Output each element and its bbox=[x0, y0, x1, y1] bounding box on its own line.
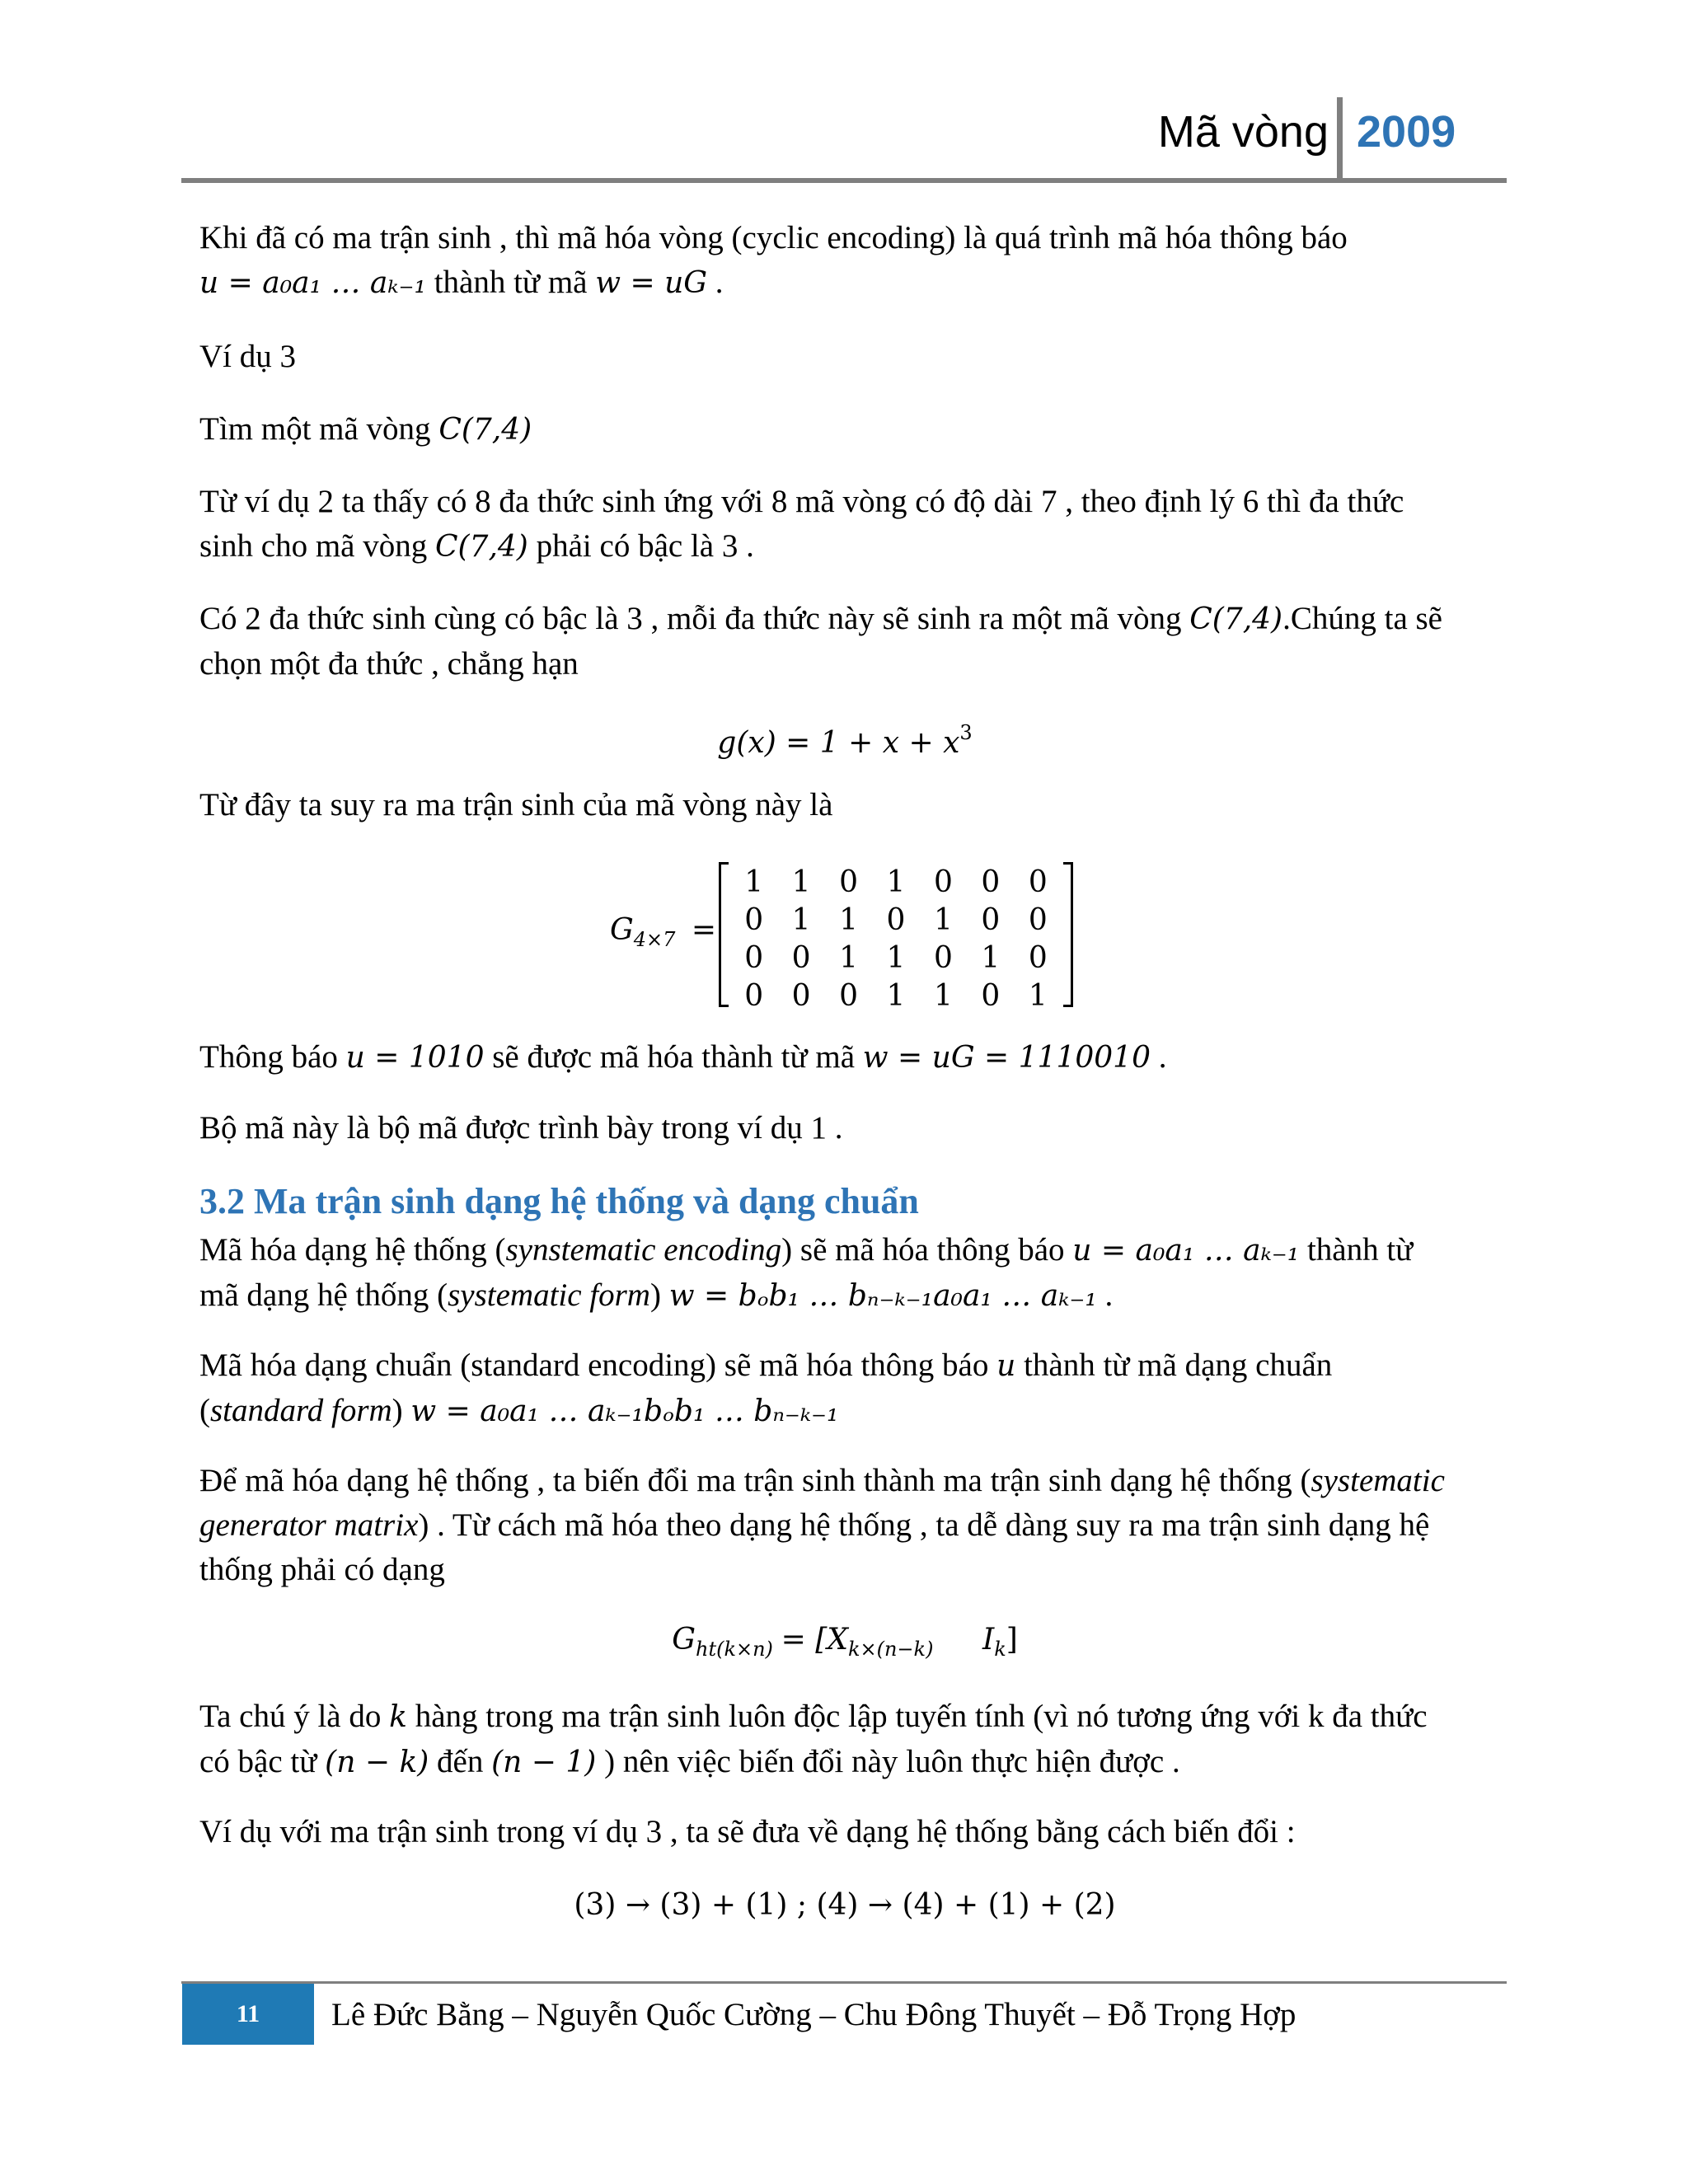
math-u: u = a₀a₁ … aₖ₋₁ bbox=[1072, 1234, 1300, 1268]
text: ) sẽ mã hóa thông báo bbox=[781, 1232, 1065, 1268]
text-italic: generator matrix bbox=[199, 1507, 419, 1543]
text: thống phải có dạng bbox=[199, 1552, 445, 1587]
matrix-left-bracket bbox=[719, 862, 729, 1007]
math-u-value: u = 1010 bbox=[345, 1041, 485, 1075]
matrix-cell: 1 bbox=[886, 979, 906, 1013]
paragraph-code-reference: Bộ mã này là bộ mã được trình bày trong ví dụ 1 . bbox=[199, 1110, 843, 1146]
section-heading: 3.2 Ma trận sinh dạng hệ thống và dạng chuẩn bbox=[199, 1181, 919, 1221]
text: Thông báo bbox=[199, 1039, 338, 1075]
math-subscript: k×(n−k) bbox=[847, 1638, 934, 1661]
matrix-cell: 0 bbox=[1028, 865, 1048, 899]
matrix-label bbox=[610, 908, 716, 962]
text: thành từ mã dạng chuẩn bbox=[1024, 1347, 1333, 1383]
paragraph-systematic-encoding bbox=[199, 1228, 1490, 1319]
math-u: u bbox=[996, 1349, 1016, 1383]
text: sẽ được mã hóa thành từ mã bbox=[492, 1039, 856, 1075]
matrix-cell: 1 bbox=[791, 903, 811, 937]
math-u: u = a₀a₁ … aₖ₋₁ bbox=[199, 266, 426, 300]
math-g: G bbox=[672, 1623, 696, 1657]
text: Có 2 đa thức sinh cùng có bậc là 3 , mỗi đa thức này sẽ sinh ra một mã vòng bbox=[199, 601, 1182, 636]
footer-authors: Lê Đức Bằng – Nguyễn Quốc Cường – Chu Đông Thuyết – Đỗ Trọng Hợp bbox=[331, 1997, 1296, 2032]
paragraph-message-encoding bbox=[199, 1035, 1490, 1080]
text-italic: systematic bbox=[1311, 1463, 1445, 1498]
text-italic: standard form bbox=[210, 1393, 392, 1428]
math-k: k bbox=[389, 1700, 407, 1734]
math-poly: g(x) = 1 + x + x bbox=[717, 726, 960, 760]
matrix-subscript: 4×7 bbox=[633, 928, 676, 951]
paragraph-two-polynomials bbox=[199, 597, 1490, 687]
matrix-symbol: G bbox=[610, 913, 634, 947]
row-transform-equation bbox=[199, 1882, 1490, 1928]
matrix-cell: 0 bbox=[839, 865, 859, 899]
math-identity: I bbox=[982, 1623, 995, 1657]
text: ) bbox=[392, 1393, 403, 1428]
text: thành từ mã bbox=[434, 265, 588, 300]
systematic-matrix-equation bbox=[199, 1617, 1490, 1671]
math-c74: C(7,4) bbox=[438, 413, 532, 447]
text: chọn một đa thức , chẳng hạn bbox=[199, 646, 579, 682]
matrix-cell: 0 bbox=[933, 941, 953, 975]
footer-rule bbox=[181, 1981, 1507, 1984]
math-bracket: ] bbox=[1006, 1623, 1018, 1657]
page-number: 11 bbox=[182, 1984, 314, 2045]
generator-matrix bbox=[610, 854, 1080, 1013]
math-w-systematic: w = bₒb₁ … bₙ₋ₖ₋₁a₀a₁ … aₖ₋₁ bbox=[668, 1279, 1097, 1313]
matrix-cell: 0 bbox=[744, 903, 764, 937]
text: . bbox=[1104, 1277, 1114, 1313]
matrix-cell: 0 bbox=[1028, 903, 1048, 937]
math-subscript: ht(k×n) bbox=[695, 1638, 773, 1661]
math-subscript: k bbox=[994, 1638, 1006, 1661]
text: Để mã hóa dạng hệ thống , ta biến đổi ma trận sinh thành ma trận sinh dạng hệ thống ( bbox=[199, 1463, 1311, 1498]
text: mã dạng hệ thống ( bbox=[199, 1277, 448, 1313]
matrix-grid bbox=[730, 864, 1062, 1015]
matrix-cell: 1 bbox=[886, 865, 906, 899]
matrix-cell: 1 bbox=[933, 979, 953, 1013]
math-c74: C(7,4) bbox=[434, 530, 528, 564]
matrix-cell: 0 bbox=[933, 865, 953, 899]
math-transform: (3) → (3) + (1) ; (4) → (4) + (1) + (2) bbox=[574, 1888, 1116, 1922]
text: đến bbox=[437, 1744, 484, 1779]
matrix-cell: 0 bbox=[1028, 941, 1048, 975]
text: ( bbox=[199, 1393, 210, 1428]
matrix-cell: 0 bbox=[886, 903, 906, 937]
math-w-standard: w = a₀a₁ … aₖ₋₁bₒb₁ … bₙ₋ₖ₋₁ bbox=[410, 1394, 839, 1428]
matrix-cell: 1 bbox=[981, 941, 1001, 975]
text: Mã hóa dạng hệ thống ( bbox=[199, 1232, 506, 1268]
text: . bbox=[715, 265, 724, 300]
text: ) . Từ cách mã hóa theo dạng hệ thống , ta dễ dàng suy ra ma trận sinh dạng hệ bbox=[418, 1507, 1430, 1543]
paragraph-linear-independence bbox=[199, 1694, 1490, 1785]
matrix-cell: 1 bbox=[1028, 979, 1048, 1013]
text: Mã hóa dạng chuẩn (standard encoding) sẽ mã hóa thông báo bbox=[199, 1347, 989, 1383]
paragraph-example2 bbox=[199, 480, 1490, 569]
header-year: 2009 bbox=[1357, 107, 1456, 157]
math-w-value: w = uG = 1110010 bbox=[862, 1041, 1151, 1075]
matrix-cell: 1 bbox=[744, 865, 764, 899]
text: Khi đã có ma trận sinh , thì mã hóa vòng (cyclic encoding) là quá trình mã hóa thông báo bbox=[199, 220, 1348, 255]
matrix-cell: 0 bbox=[981, 865, 1001, 899]
matrix-cell: 0 bbox=[791, 941, 811, 975]
text: Ta chú ý là do bbox=[199, 1699, 382, 1734]
matrix-cell: 0 bbox=[744, 941, 764, 975]
paragraph-example-transform: Ví dụ với ma trận sinh trong ví dụ 3 , ta sẽ đưa về dạng hệ thống bằng cách biến đổi : bbox=[199, 1814, 1296, 1849]
matrix-cell: 0 bbox=[839, 979, 859, 1013]
text: ) nên việc biến đổi này luôn thực hiện được . bbox=[604, 1744, 1180, 1779]
text: ) bbox=[649, 1277, 661, 1313]
math-n-minus-k: (n − k) bbox=[325, 1746, 429, 1779]
matrix-cell: 0 bbox=[981, 979, 1001, 1013]
text: phải có bậc là 3 . bbox=[536, 528, 754, 564]
paragraph-standard-encoding bbox=[199, 1343, 1490, 1434]
text: thành từ bbox=[1306, 1232, 1414, 1268]
paragraph-cyclic-encoding bbox=[199, 216, 1490, 306]
text-italic: systematic form bbox=[448, 1277, 650, 1313]
matrix-cell: 0 bbox=[981, 903, 1001, 937]
text: .Chúng ta sẽ bbox=[1282, 601, 1442, 636]
paragraph-find bbox=[199, 407, 1490, 452]
text: có bậc từ bbox=[199, 1744, 317, 1779]
matrix-cell: 1 bbox=[839, 903, 859, 937]
matrix-cell: 1 bbox=[791, 865, 811, 899]
matrix-cell: 0 bbox=[744, 979, 764, 1013]
matrix-right-bracket bbox=[1063, 862, 1073, 1007]
text: Từ ví dụ 2 ta thấy có 8 đa thức sinh ứng với 8 mã vòng có độ dài 7 , theo định lý 6 thì đa thức bbox=[199, 484, 1404, 519]
math-c74: C(7,4) bbox=[1189, 602, 1283, 636]
text: sinh cho mã vòng bbox=[199, 528, 428, 564]
matrix-cell: 0 bbox=[791, 979, 811, 1013]
math-x: = [X bbox=[781, 1623, 848, 1657]
polynomial-equation bbox=[199, 710, 1490, 766]
math-exponent: 3 bbox=[959, 721, 973, 744]
matrix-equals: = bbox=[691, 913, 717, 947]
matrix-cell: 1 bbox=[933, 903, 953, 937]
header-title: Mã vòng bbox=[1157, 107, 1329, 157]
text: Tìm một mã vòng bbox=[199, 411, 431, 447]
text-italic: synstematic encoding bbox=[505, 1232, 782, 1268]
math-n-minus-1: (n − 1) bbox=[491, 1746, 597, 1779]
paragraph-derive-matrix: Từ đây ta suy ra ma trận sinh của mã vòng này là bbox=[199, 787, 833, 823]
matrix-cell: 1 bbox=[839, 941, 859, 975]
header-separator bbox=[1337, 97, 1343, 180]
example-label: Ví dụ 3 bbox=[199, 339, 296, 374]
text: hàng trong ma trận sinh luôn độc lập tuyến tính (vì nó tương ứng với k đa thức bbox=[415, 1699, 1428, 1734]
math-w: w = uG bbox=[595, 266, 708, 300]
header-rule bbox=[181, 178, 1507, 183]
matrix-cell: 1 bbox=[886, 941, 906, 975]
paragraph-systematic-matrix bbox=[199, 1459, 1490, 1592]
text: . bbox=[1158, 1039, 1167, 1075]
